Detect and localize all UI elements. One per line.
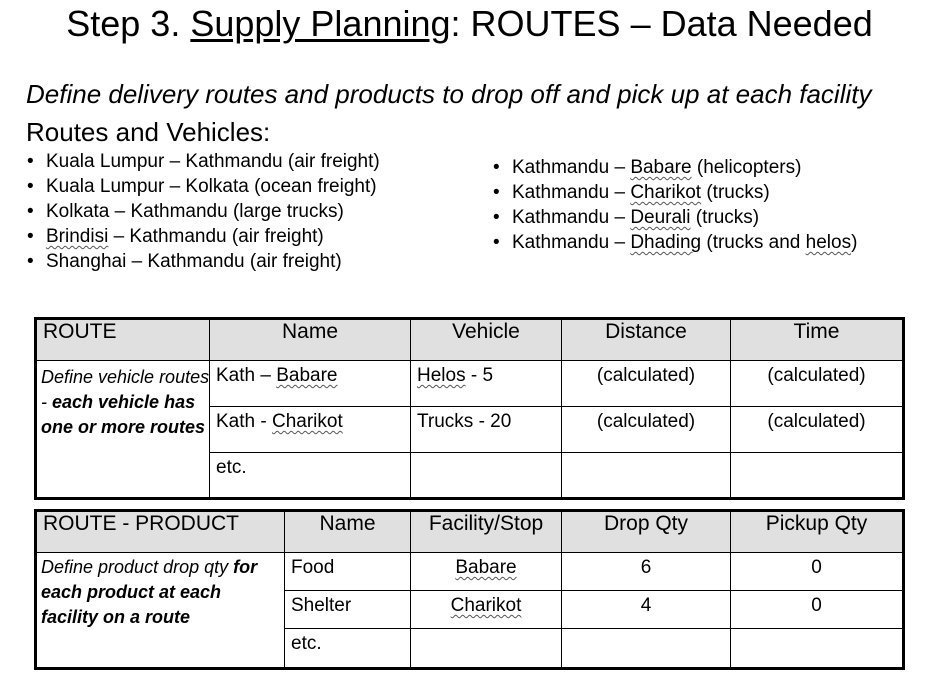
distance-cell	[562, 453, 731, 499]
route-product-description: Define product drop qty for each product at each facility on a route	[36, 553, 285, 669]
vehicle-cell: Trucks - 20	[411, 407, 562, 453]
drop-qty-cell: 6	[562, 553, 731, 591]
route-name-cell: Kath – Babare	[210, 361, 411, 407]
column-header: Facility/Stop	[411, 511, 562, 553]
route-name-cell: Kath - Charikot	[210, 407, 411, 453]
page-title: Step 3. Supply Planning: ROUTES – Data Needed	[66, 3, 873, 44]
route-item: • Kathmandu – Babare (helicopters)	[493, 157, 802, 178]
vehicle-cell: Helos - 5	[411, 361, 562, 407]
vehicle-cell	[411, 453, 562, 499]
column-header: Name	[285, 511, 411, 553]
column-header: ROUTE - PRODUCT	[36, 511, 285, 553]
product-name-cell: Shelter	[285, 591, 411, 629]
facility-cell: Charikot	[411, 591, 562, 629]
pickup-qty-cell: 0	[731, 591, 904, 629]
column-header: ROUTE	[36, 319, 210, 361]
route-table	[34, 317, 905, 500]
time-cell	[731, 453, 904, 499]
distance-cell: (calculated)	[562, 407, 731, 453]
table-header-row	[36, 319, 904, 361]
product-name-cell: Food	[285, 553, 411, 591]
routes-list-left	[26, 149, 380, 274]
route-item: • Kolkata – Kathmandu (large trucks)	[27, 201, 344, 222]
column-header: Distance	[562, 319, 731, 361]
subtitle: Define delivery routes and products to drop off and pick up at each facility	[26, 79, 872, 109]
title-underlined: Supply Planning	[190, 3, 451, 44]
table-row	[36, 361, 904, 407]
table-header-row	[36, 511, 904, 553]
pickup-qty-cell: 0	[731, 553, 904, 591]
facility-cell	[411, 629, 562, 669]
route-description: Define vehicle routes - each vehicle has one or more routes	[36, 361, 210, 499]
route-item: • Kuala Lumpur – Kathmandu (air freight)	[27, 151, 380, 172]
drop-qty-cell: 4	[562, 591, 731, 629]
route-item: • Kathmandu – Dhading (trucks and helos)	[493, 232, 858, 253]
route-item: • Kuala Lumpur – Kolkata (ocean freight)	[27, 176, 377, 197]
column-header: Pickup Qty	[731, 511, 904, 553]
route-product-table	[34, 509, 905, 670]
time-cell: (calculated)	[731, 361, 904, 407]
time-cell: (calculated)	[731, 407, 904, 453]
column-header: Drop Qty	[562, 511, 731, 553]
route-item: • Kathmandu – Deurali (trucks)	[493, 207, 760, 228]
distance-cell: (calculated)	[562, 361, 731, 407]
route-item: • Shanghai – Kathmandu (air freight)	[27, 251, 342, 272]
routes-heading: Routes and Vehicles:	[26, 117, 271, 147]
route-item: • Brindisi – Kathmandu (air freight)	[27, 226, 324, 247]
routes-list-right	[492, 155, 857, 255]
facility-cell: Babare	[411, 553, 562, 591]
column-header: Vehicle	[411, 319, 562, 361]
column-header: Time	[731, 319, 904, 361]
drop-qty-cell	[562, 629, 731, 669]
pickup-qty-cell	[731, 629, 904, 669]
route-item: • Kathmandu – Charikot (trucks)	[493, 182, 770, 203]
table-row	[36, 553, 904, 591]
column-header: Name	[210, 319, 411, 361]
route-name-cell: etc.	[210, 453, 411, 499]
product-name-cell: etc.	[285, 629, 411, 669]
